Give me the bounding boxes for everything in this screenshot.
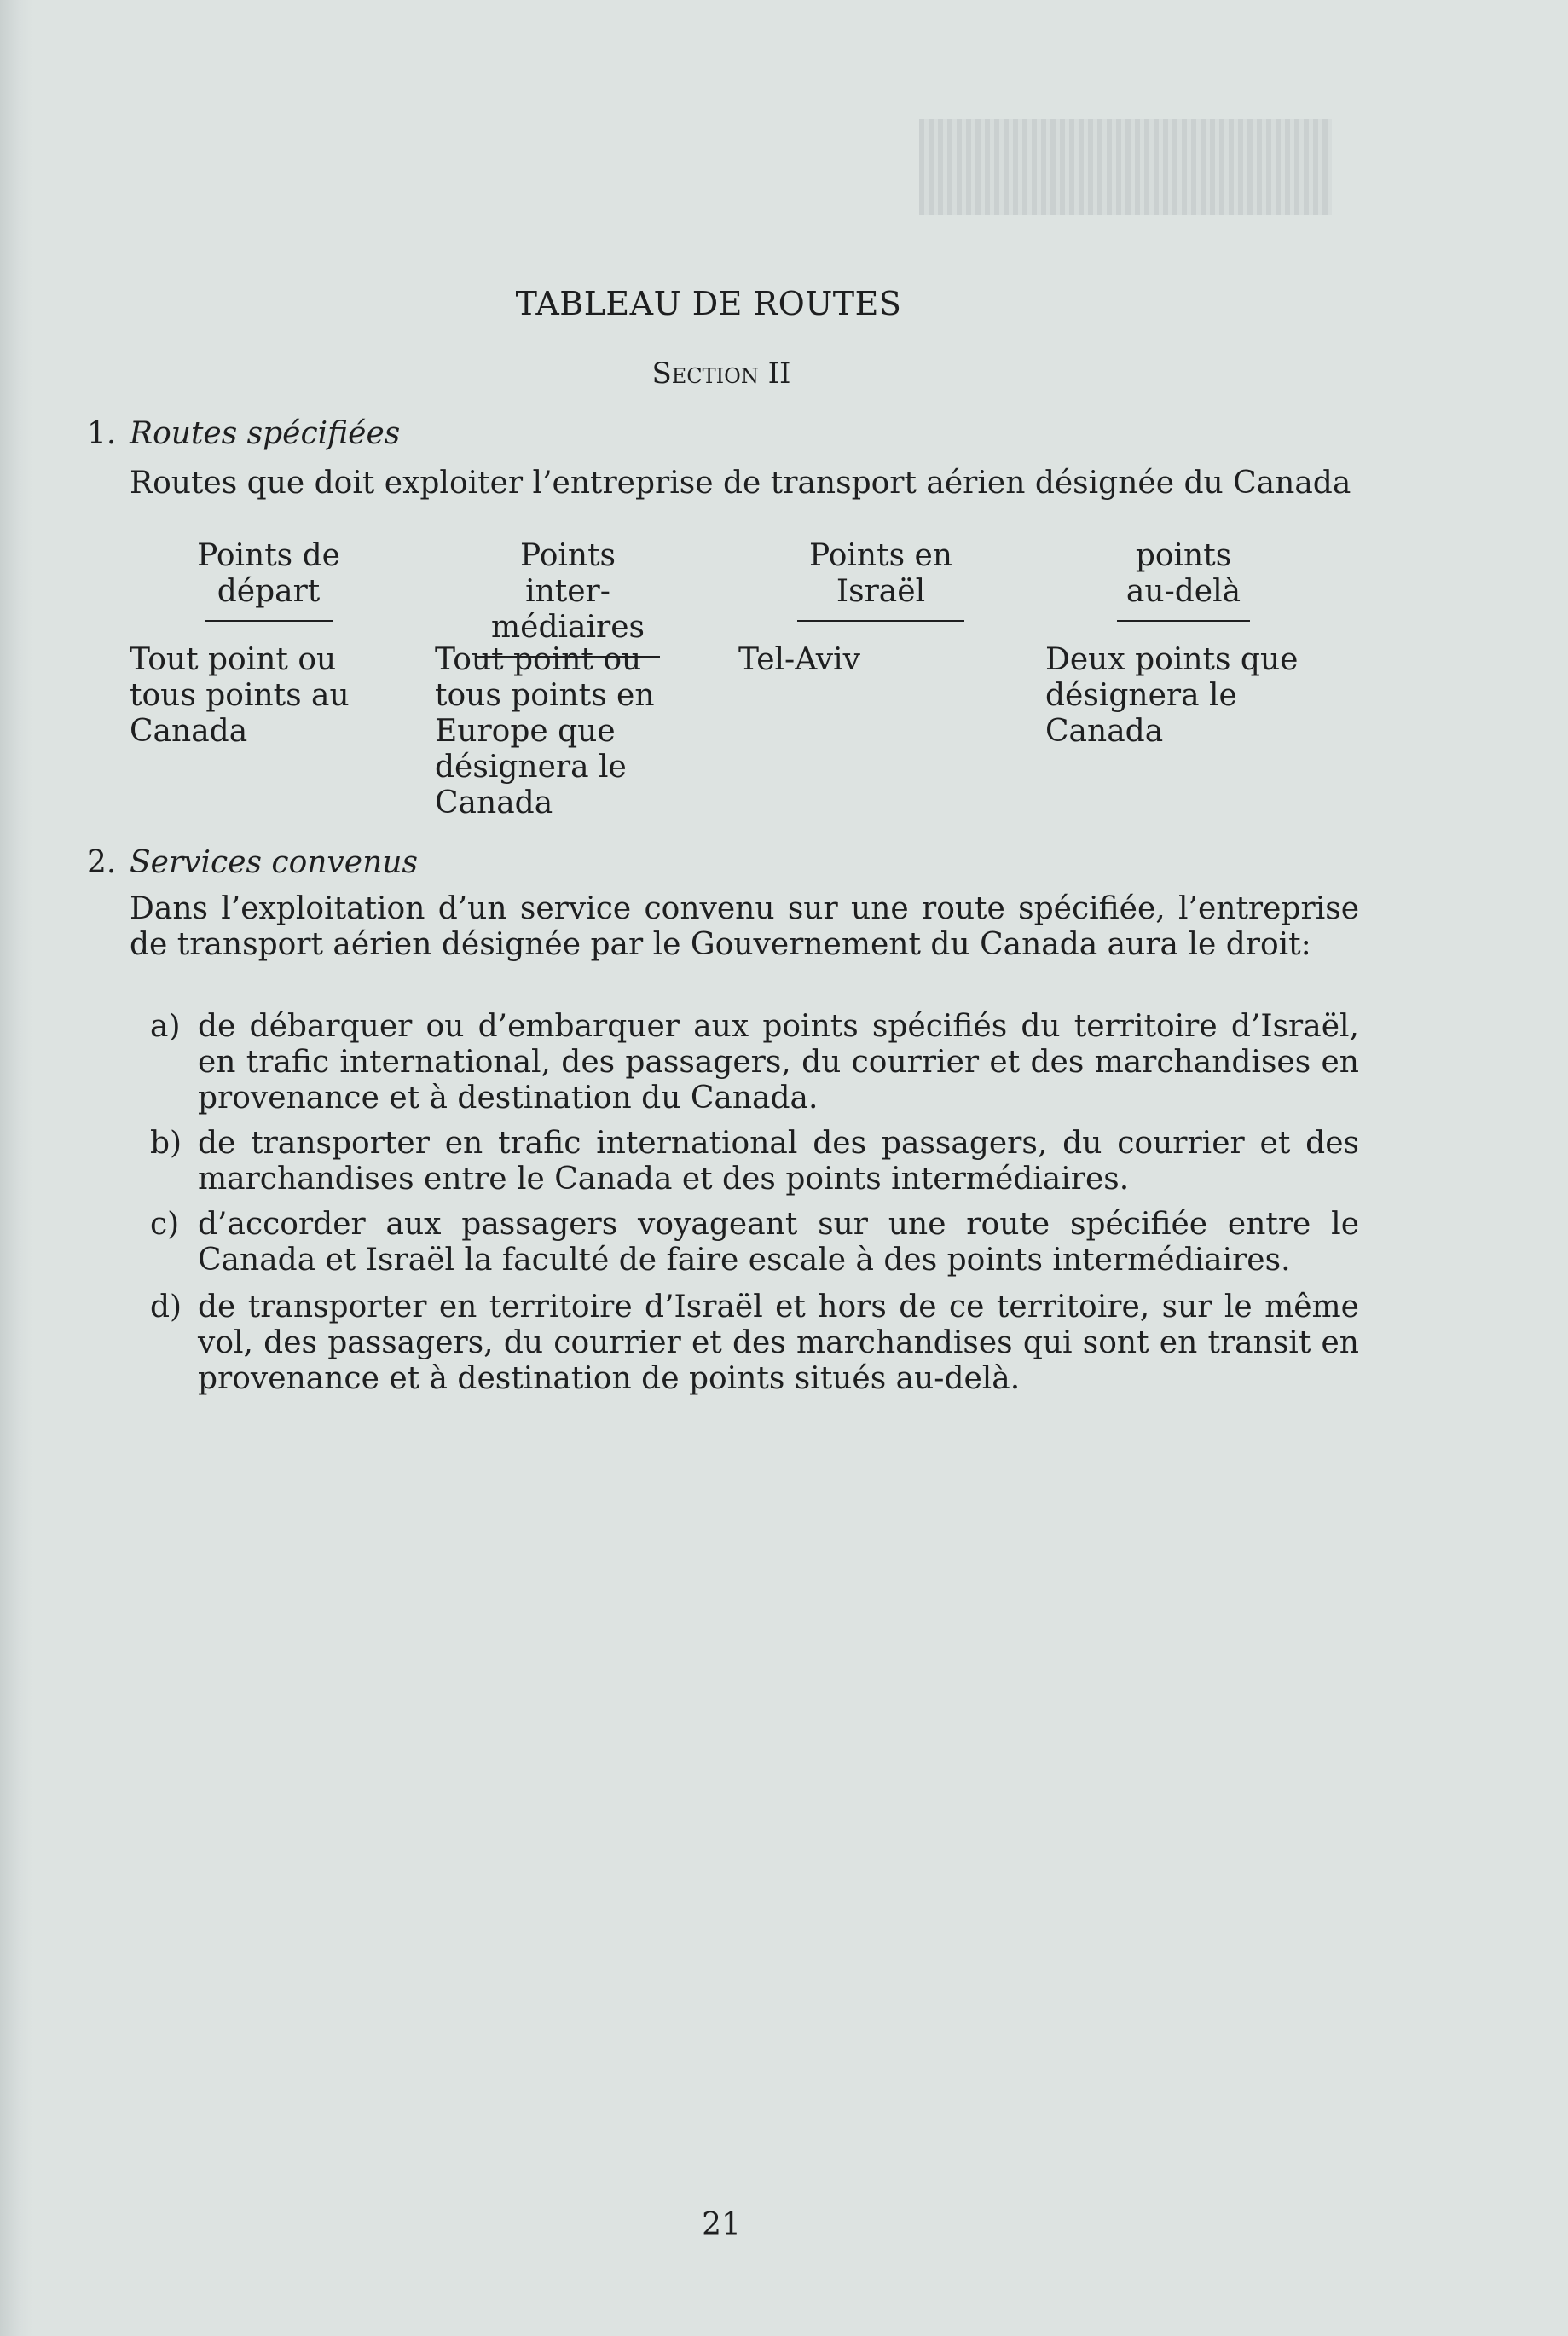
list-item-c — [150, 1207, 1359, 1278]
cell-israel: Tel-Aviv — [738, 642, 860, 677]
part1-heading-text: Routes spécifiées — [130, 416, 401, 451]
page-title: TABLEAU DE ROUTES — [515, 285, 902, 322]
page-edge — [0, 0, 32, 2336]
column-header-depart-text: Points de départ — [197, 538, 340, 609]
list-item-b — [150, 1126, 1359, 1197]
part1-intro: Routes que doit exploiter l’entreprise de transport aérien désignée du Canada — [130, 466, 1351, 501]
page-number: 21 — [702, 2207, 741, 2242]
part2-number: 2. — [87, 845, 117, 880]
cell-au-dela: Deux points que désignera le Canada — [1045, 642, 1299, 749]
part1-number: 1. — [87, 416, 117, 451]
list-item-a — [150, 1009, 1359, 1116]
library-barcode-stamp — [919, 119, 1332, 215]
column-header-au-dela — [1098, 538, 1269, 622]
column-header-intermediaires-text: Points inter-médiaires — [491, 538, 645, 645]
list-item-label: a) — [150, 1009, 181, 1044]
column-header-israel-text: Points en Israël — [808, 538, 952, 609]
column-header-intermediaires — [455, 538, 680, 658]
cell-intermediaires: Tout point ou tous points en Europe que désignera le Canada — [435, 642, 655, 820]
list-item-text: de transporter en territoire d’Israël et hors de ce territoire, sur le même vol, des passagers, du courrier et des marchandises qui sont en transit en provenance et à destination de points situés au-delà. — [198, 1290, 1359, 1396]
cell-depart: Tout point ou tous points au Canada — [130, 642, 350, 749]
list-item-label: c) — [150, 1207, 180, 1242]
column-header-israel — [783, 538, 979, 622]
column-rule — [797, 620, 964, 622]
column-header-au-dela-text: points au-delà — [1125, 538, 1241, 609]
column-rule — [205, 620, 333, 622]
list-item-label: d) — [150, 1290, 182, 1325]
part2-intro: Dans l’exploitation d’un service convenu sur une route spécifiée, l’entreprise de transport aérien désignée par le Gouvernement du Canada aura le droit: — [130, 891, 1359, 962]
list-item-label: b) — [150, 1126, 182, 1161]
list-item-text: d’accorder aux passagers voyageant sur une route spécifiée entre le Canada et Israël la faculté de faire escale à des points intermédiaires. — [198, 1207, 1359, 1278]
column-rule — [1117, 620, 1250, 622]
part2-heading-text: Services convenus — [130, 845, 418, 880]
section-heading: Section II — [651, 356, 791, 391]
list-item-d — [150, 1290, 1359, 1397]
column-header-depart — [155, 538, 382, 622]
list-item-text: de transporter en trafic international des passagers, du courrier et des marchandises entre le Canada et des points intermédiaires. — [198, 1126, 1359, 1197]
list-item-text: de débarquer ou d’embarquer aux points spécifiés du territoire d’Israël, en trafic international, des passagers, du courrier et des marchandises en provenance et à destination du Canada. — [198, 1009, 1359, 1116]
